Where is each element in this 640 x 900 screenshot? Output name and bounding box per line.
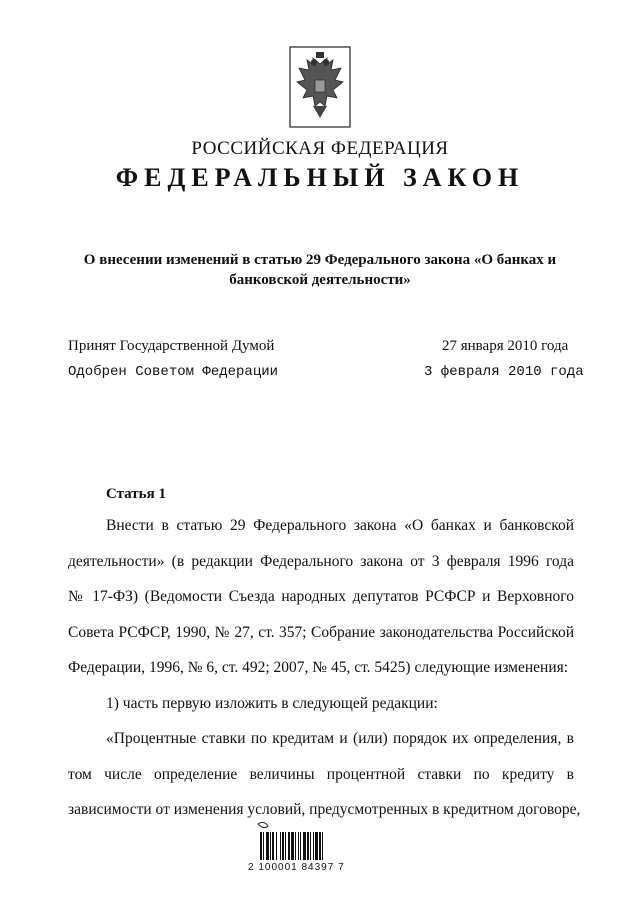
council-approval-label: Одобрен Советом Федерации	[68, 364, 279, 380]
law-title-line-2: банковской деятельности»	[229, 272, 411, 288]
country-heading: РОССИЙСКАЯ ФЕДЕРАЦИЯ	[191, 138, 449, 159]
paragraph-3-line: том числе определение величины процентной ставки по кредиту в	[68, 765, 574, 783]
article-paragraph-3	[68, 721, 581, 828]
barcode-number: 2 100001 84397 7	[248, 862, 345, 873]
coat-of-arms-emblem	[289, 46, 351, 128]
article-paragraph-1	[68, 508, 574, 686]
law-title	[70, 250, 570, 290]
paragraph-2-line: 1) часть первую изложить в следующей редакции:	[106, 695, 438, 712]
duma-adoption-label: Принят Государственной Думой	[68, 338, 275, 354]
paragraph-1-line: Федерации, 1996, № 6, ст. 492; 2007, № 45, ст. 5425) следующие изменения:	[68, 659, 569, 676]
document-type-heading: ФЕДЕРАЛЬНЫЙ ЗАКОН	[115, 163, 525, 192]
article-heading: Статья 1	[106, 486, 166, 502]
paragraph-1-line: Совета РСФСР, 1990, № 27, ст. 357; Собрание законодательства Российской	[68, 623, 574, 641]
law-title-line-1: О внесении изменений в статью 29 Федерального закона «О банках и	[83, 252, 557, 268]
paragraph-3-line: «Процентные ставки по кредитам и (или) порядок их определения, в	[106, 730, 574, 747]
paragraph-1-line: Внести в статью 29 Федерального закона «О банках и банковской	[106, 517, 574, 534]
council-approval-date: 3 февраля 2010 года	[424, 364, 584, 380]
barcode-icon	[252, 820, 362, 864]
paragraph-1-line: № 17-ФЗ) (Ведомости Съезда народных депутатов РСФСР и Верховного	[68, 588, 574, 605]
paragraph-1-line: деятельности» (в редакции Федерального закона от 3 февраля 1996 года	[68, 552, 574, 570]
duma-adoption-date: 27 января 2010 года	[442, 338, 569, 354]
paragraph-3-line: зависимости от изменения условий, предусмотренных в кредитном договоре,	[68, 801, 581, 818]
article-paragraph-2	[68, 686, 574, 722]
